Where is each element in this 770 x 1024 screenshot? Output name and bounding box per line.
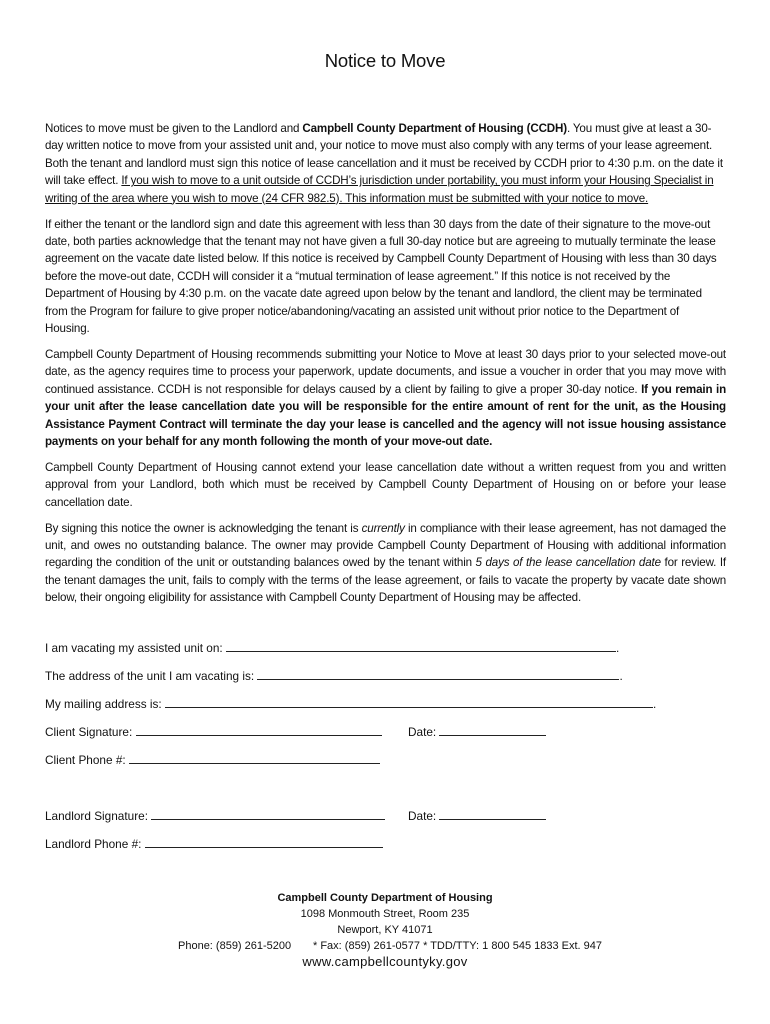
footer-contact-line — [0, 938, 770, 954]
notice-body — [45, 120, 726, 615]
paragraph-notice-requirements — [45, 120, 726, 207]
p3-text-a: Campbell County Department of Housing recommends submitting your Notice to Move at least 30 days prior to your selected move-out date, as the agency requires time to process your paperwork, update documents, and issue a voucher in order that you may move with continued assistance. CCDH is not responsible for delays caused by a client by failing to give a proper 30-day notice. — [45, 347, 726, 396]
client-phone-field[interactable] — [129, 752, 380, 764]
page-title: Notice to Move — [324, 50, 446, 71]
p1-agency-name: Campbell County Department of Housing (CCDH) — [302, 122, 567, 135]
client-date-label: Date: — [408, 725, 437, 739]
mailing-address-period: . — [652, 697, 657, 711]
p3-warning-bold: If you remain in your unit after the lease cancellation date you will be responsible for the entire amount of rent for the unit, as the Housing Assistance Payment Contract will terminate the day your lease is cancelled and the agency will not issue housing assistance payments on your behalf for any month following the month of your move-out date. — [45, 382, 727, 448]
footer-city: Newport, KY 41071 — [337, 924, 433, 936]
unit-address-row — [45, 668, 623, 683]
client-signature-label: Client Signature: — [45, 725, 133, 739]
landlord-phone-label: Landlord Phone #: — [45, 837, 142, 851]
unit-address-field[interactable] — [257, 668, 619, 680]
landlord-signature-field[interactable] — [151, 808, 385, 820]
footer-org-name: Campbell County Department of Housing — [277, 892, 493, 904]
p1-text-c: . You must give at least a 30-day written notice to move from your assisted unit and, your notice to move must also comply with any terms of your lease agreement. Both the tenant and landlord must sign this notice of lease cancellation and it must be received by CCDH prior to 4:30 p.m. on the date it will take effect. — [45, 122, 723, 188]
unit-address-period: . — [619, 669, 623, 683]
landlord-phone-field[interactable] — [145, 836, 383, 848]
client-signature-row — [45, 724, 382, 739]
paragraph-extension: Campbell County Department of Housing cannot extend your lease cancellation date without a written request from you and written approval from your Landlord, both which must be received by Campbell County Department of Housing on or before your lease cancellation date. — [45, 460, 726, 509]
footer-contact-block — [0, 890, 770, 970]
p5-text-a: By signing this notice the owner is acknowledging the tenant is — [45, 521, 362, 535]
client-phone-row — [45, 752, 380, 767]
paragraph-recommendation — [45, 346, 726, 450]
footer-website-link[interactable]: www.campbellcountyky.gov — [302, 954, 468, 969]
mailing-address-label: My mailing address is: — [45, 697, 162, 711]
footer-phone: Phone: (859) 261-5200 — [178, 940, 292, 952]
client-phone-label: Client Phone #: — [45, 753, 126, 767]
vacating-date-label: I am vacating my assisted unit on: — [45, 641, 223, 655]
landlord-date-label: Date: — [408, 809, 437, 823]
p5-text-c: in compliance with their lease agreement, has not damaged the unit, and owes no outstanding balance. The owner may provide Campbell County Department of Housing with additional information regarding the condition of the unit or outstanding balances owed by the tenant within — [45, 521, 727, 570]
landlord-signature-label: Landlord Signature: — [45, 809, 148, 823]
client-date-field[interactable] — [439, 724, 546, 736]
p5-italic-currently: currently — [361, 521, 405, 535]
vacating-date-field[interactable] — [226, 640, 616, 652]
vacating-date-row — [45, 640, 619, 655]
footer-street: 1098 Monmouth Street, Room 235 — [300, 908, 470, 920]
paragraph-owner-acknowledgement — [45, 520, 726, 607]
vacating-date-period: . — [615, 641, 620, 655]
landlord-phone-row — [45, 836, 383, 851]
landlord-date-field[interactable] — [439, 808, 546, 820]
p1-text-a: Notices to move must be given to the Landlord and — [45, 122, 303, 135]
landlord-signature-row — [45, 808, 385, 823]
paragraph-mutual-termination: If either the tenant or the landlord sign and date this agreement with less than 30 days from the date of their signature to the move-out date, both parties acknowledge that the tenant may not have given a full 30-day notice but are agreeing to mutually terminate the lease agreement on the vacate date listed below. If this notice is received by Campbell County Department of Housing with less than 30 days before the move-out date, CCDH will consider it a “mutual termination of lease agreement.” If this notice is not received by the Department of Housing by 4:30 p.m. on the vacate date agreed upon below by the tenant and landlord, the client may be terminated from the Program for failure to give proper notice/abandoning/vacating an assisted unit without prior notice to the Department of Housing. — [45, 217, 717, 335]
client-signature-field[interactable] — [136, 724, 382, 736]
mailing-address-row — [45, 696, 656, 711]
mailing-address-field[interactable] — [165, 696, 653, 708]
p5-italic-deadline: 5 days of the lease cancellation date — [475, 556, 661, 570]
client-date-row — [408, 724, 546, 739]
landlord-date-row — [408, 808, 546, 823]
p5-text-e: for review. If the tenant damages the unit, fails to comply with the terms of the lease agreement, or fails to vacate the property by vacate date shown below, their ongoing eligibility for assistance with Campbell County Department of Housing may be affected. — [45, 556, 727, 605]
unit-address-label: The address of the unit I am vacating is: — [45, 669, 255, 683]
footer-fax-tdd: * Fax: (859) 261-0577 * TDD/TTY: 1 800 545 1833 Ext. 947 — [313, 940, 603, 952]
p1-portability-note: If you wish to move to a unit outside of CCDH’s jurisdiction under portability, you must inform your Housing Specialist in writing of the area where you wish to move (24 CFR 982.5). This information must be submitted with your notice to move. — [45, 174, 714, 205]
